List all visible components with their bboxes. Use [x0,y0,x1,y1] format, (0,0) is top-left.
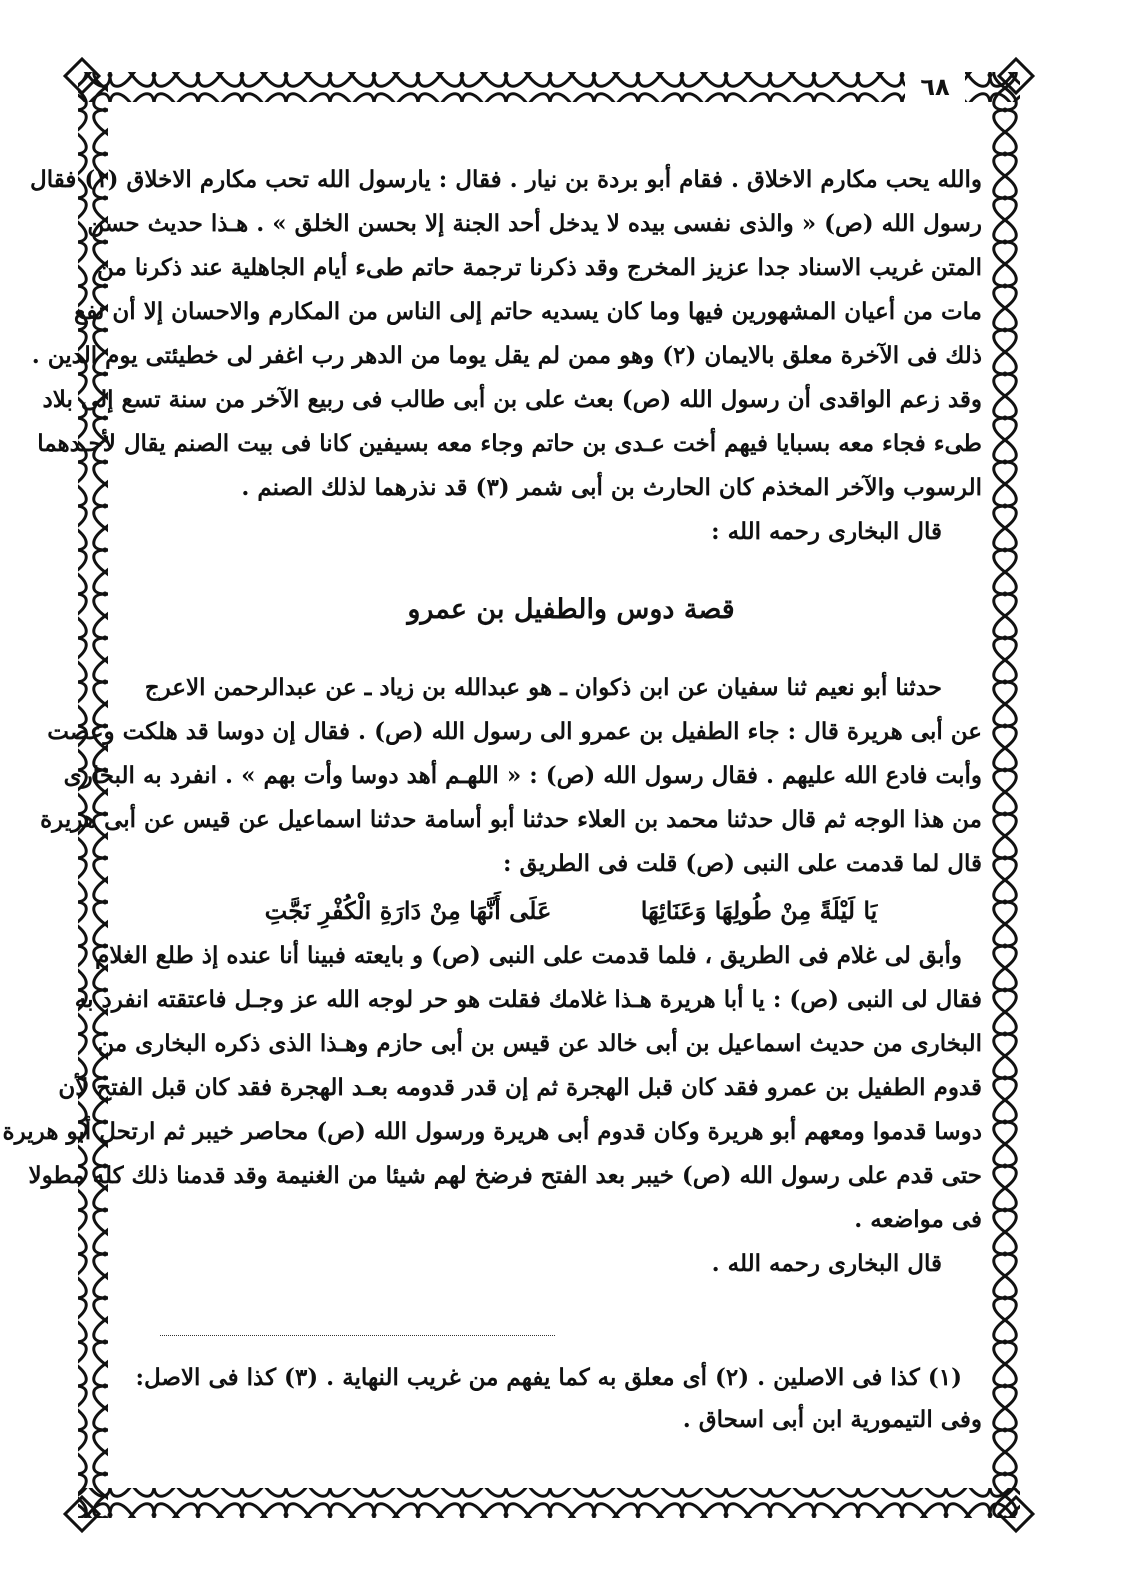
section-line: فقال لى النبى (ص) : يا أبا هريرة هـذا غلامك فقلت هو حر لوجه الله عز وجـل فاعتقته انفرد به [74,986,982,1013]
page-content [2,150,982,1450]
footnote-separator [160,1335,555,1336]
section-line: دوسا قدموا ومعهم أبو هريرة وكان قدوم أبى هريرة ورسول الله (ص) محاصر خيبر ثم ارتحل أبو هريرة [2,1118,982,1145]
body-line: وقد زعم الواقدى أن رسول الله (ص) بعث على بن أبى طالب فى ربيع الآخر من سنة تسع إلى بلاد [42,386,982,413]
verse-hemistich-1: يَا لَيْلَةً مِنْ طُولِهَا وَعَنَائِهَا [640,896,878,925]
footnote-line: وفى التيمورية ابن أبى اسحاق . [682,1406,982,1433]
body-line: رسول الله (ص) « والذى نفسى بيده لا يدخل أحد الجنة إلا بحسن الخلق » . هـذا حديث حسن [87,210,982,237]
section-line: حدثنا أبو نعيم ثنا سفيان عن ابن ذكوان ـ هو عبدالله بن زياد ـ عن عبدالرحمن الاعرج [144,674,942,701]
verse-hemistich-2: عَلَى أَنَّهَا مِنْ دَارَةِ الْكُفْرِ نَجَّتِ [264,896,552,925]
body-line: الرسوب والآخر المخذم كان الحارث بن أبى شمر (٣) قد نذرهما لذلك الصنم . [241,474,982,501]
section-line: وأبق لى غلام فى الطريق ، فلما قدمت على النبى (ص) و بايعته فبينا أنا عنده إذ طلع الغلام [95,942,962,969]
section-line: وأبت فادع الله عليهم . فقال رسول الله (ص) : « اللهـم أهد دوسا وأت بهم » . انفرد به البخارى [63,762,982,789]
section-line: البخارى من حديث اسماعيل بن أبى خالد عن قيس بن أبى حازم وهـذا الذى ذكره البخارى من [97,1030,982,1057]
section-line: فى مواضعه . [854,1206,982,1233]
bukhari-intro: قال البخارى رحمه الله . [711,1250,942,1277]
bukhari-intro: قال البخارى رحمه الله : [711,518,942,545]
body-line: المتن غريب الاسناد جدا عزيز المخرج وقد ذكرنا ترجمة حاتم طىء أيام الجاهلية عند ذكرنا من [97,254,982,281]
section-line: حتى قدم على رسول الله (ص) خيبر بعد الفتح فرضخ لهم شيئا من الغنيمة وقد قدمنا ذلك كله مطولا [28,1162,982,1189]
body-line: طىء فجاء معه بسبايا فيهم أخت عـدى بن حاتم وجاء معه بسيفين كانا فى بيت الصنم يقال لأحـدهما [37,430,982,457]
section-title: قصة دوس والطفيل بن عمرو [407,594,735,625]
section-line: من هذا الوجه ثم قال حدثنا محمد بن العلاء حدثنا أبو أسامة حدثنا اسماعيل عن قيس عن أبى هريرة [40,806,982,833]
page-number: ٦٨ [905,70,965,104]
section-line: قال لما قدمت على النبى (ص) قلت فى الطريق : [503,850,982,877]
body-line: والله يحب مكارم الاخلاق . فقام أبو بردة بن نيار . فقال : يارسول الله تحب مكارم الاخلاق (١) فقال [30,166,982,193]
poetry-verse [220,890,922,932]
section-line: عن أبى هريرة قال : جاء الطفيل بن عمرو الى رسول الله (ص) . فقال إن دوسا قد هلكت وعصت [47,718,982,745]
footnote-line: (١) كذا فى الاصلين . (٢) أى معلق به كما يفهم من غريب النهاية . (٣) كذا فى الاصل: [135,1364,962,1391]
body-line: مات من أعيان المشهورين فيها وما كان يسديه حاتم إلى الناس من المكارم والاحسان إلا أن نفع [74,298,982,325]
section-line: قدوم الطفيل بن عمرو فقد كان قبل الهجرة ثم إن قدر قدومه بعـد الهجرة فقد كان قبل الفتح لأن [58,1074,982,1101]
body-line: ذلك فى الآخرة معلق بالايمان (٢) وهو ممن لم يقل يوما من الدهر رب اغفر لى خطيئتى يوم الدين . [31,342,982,369]
